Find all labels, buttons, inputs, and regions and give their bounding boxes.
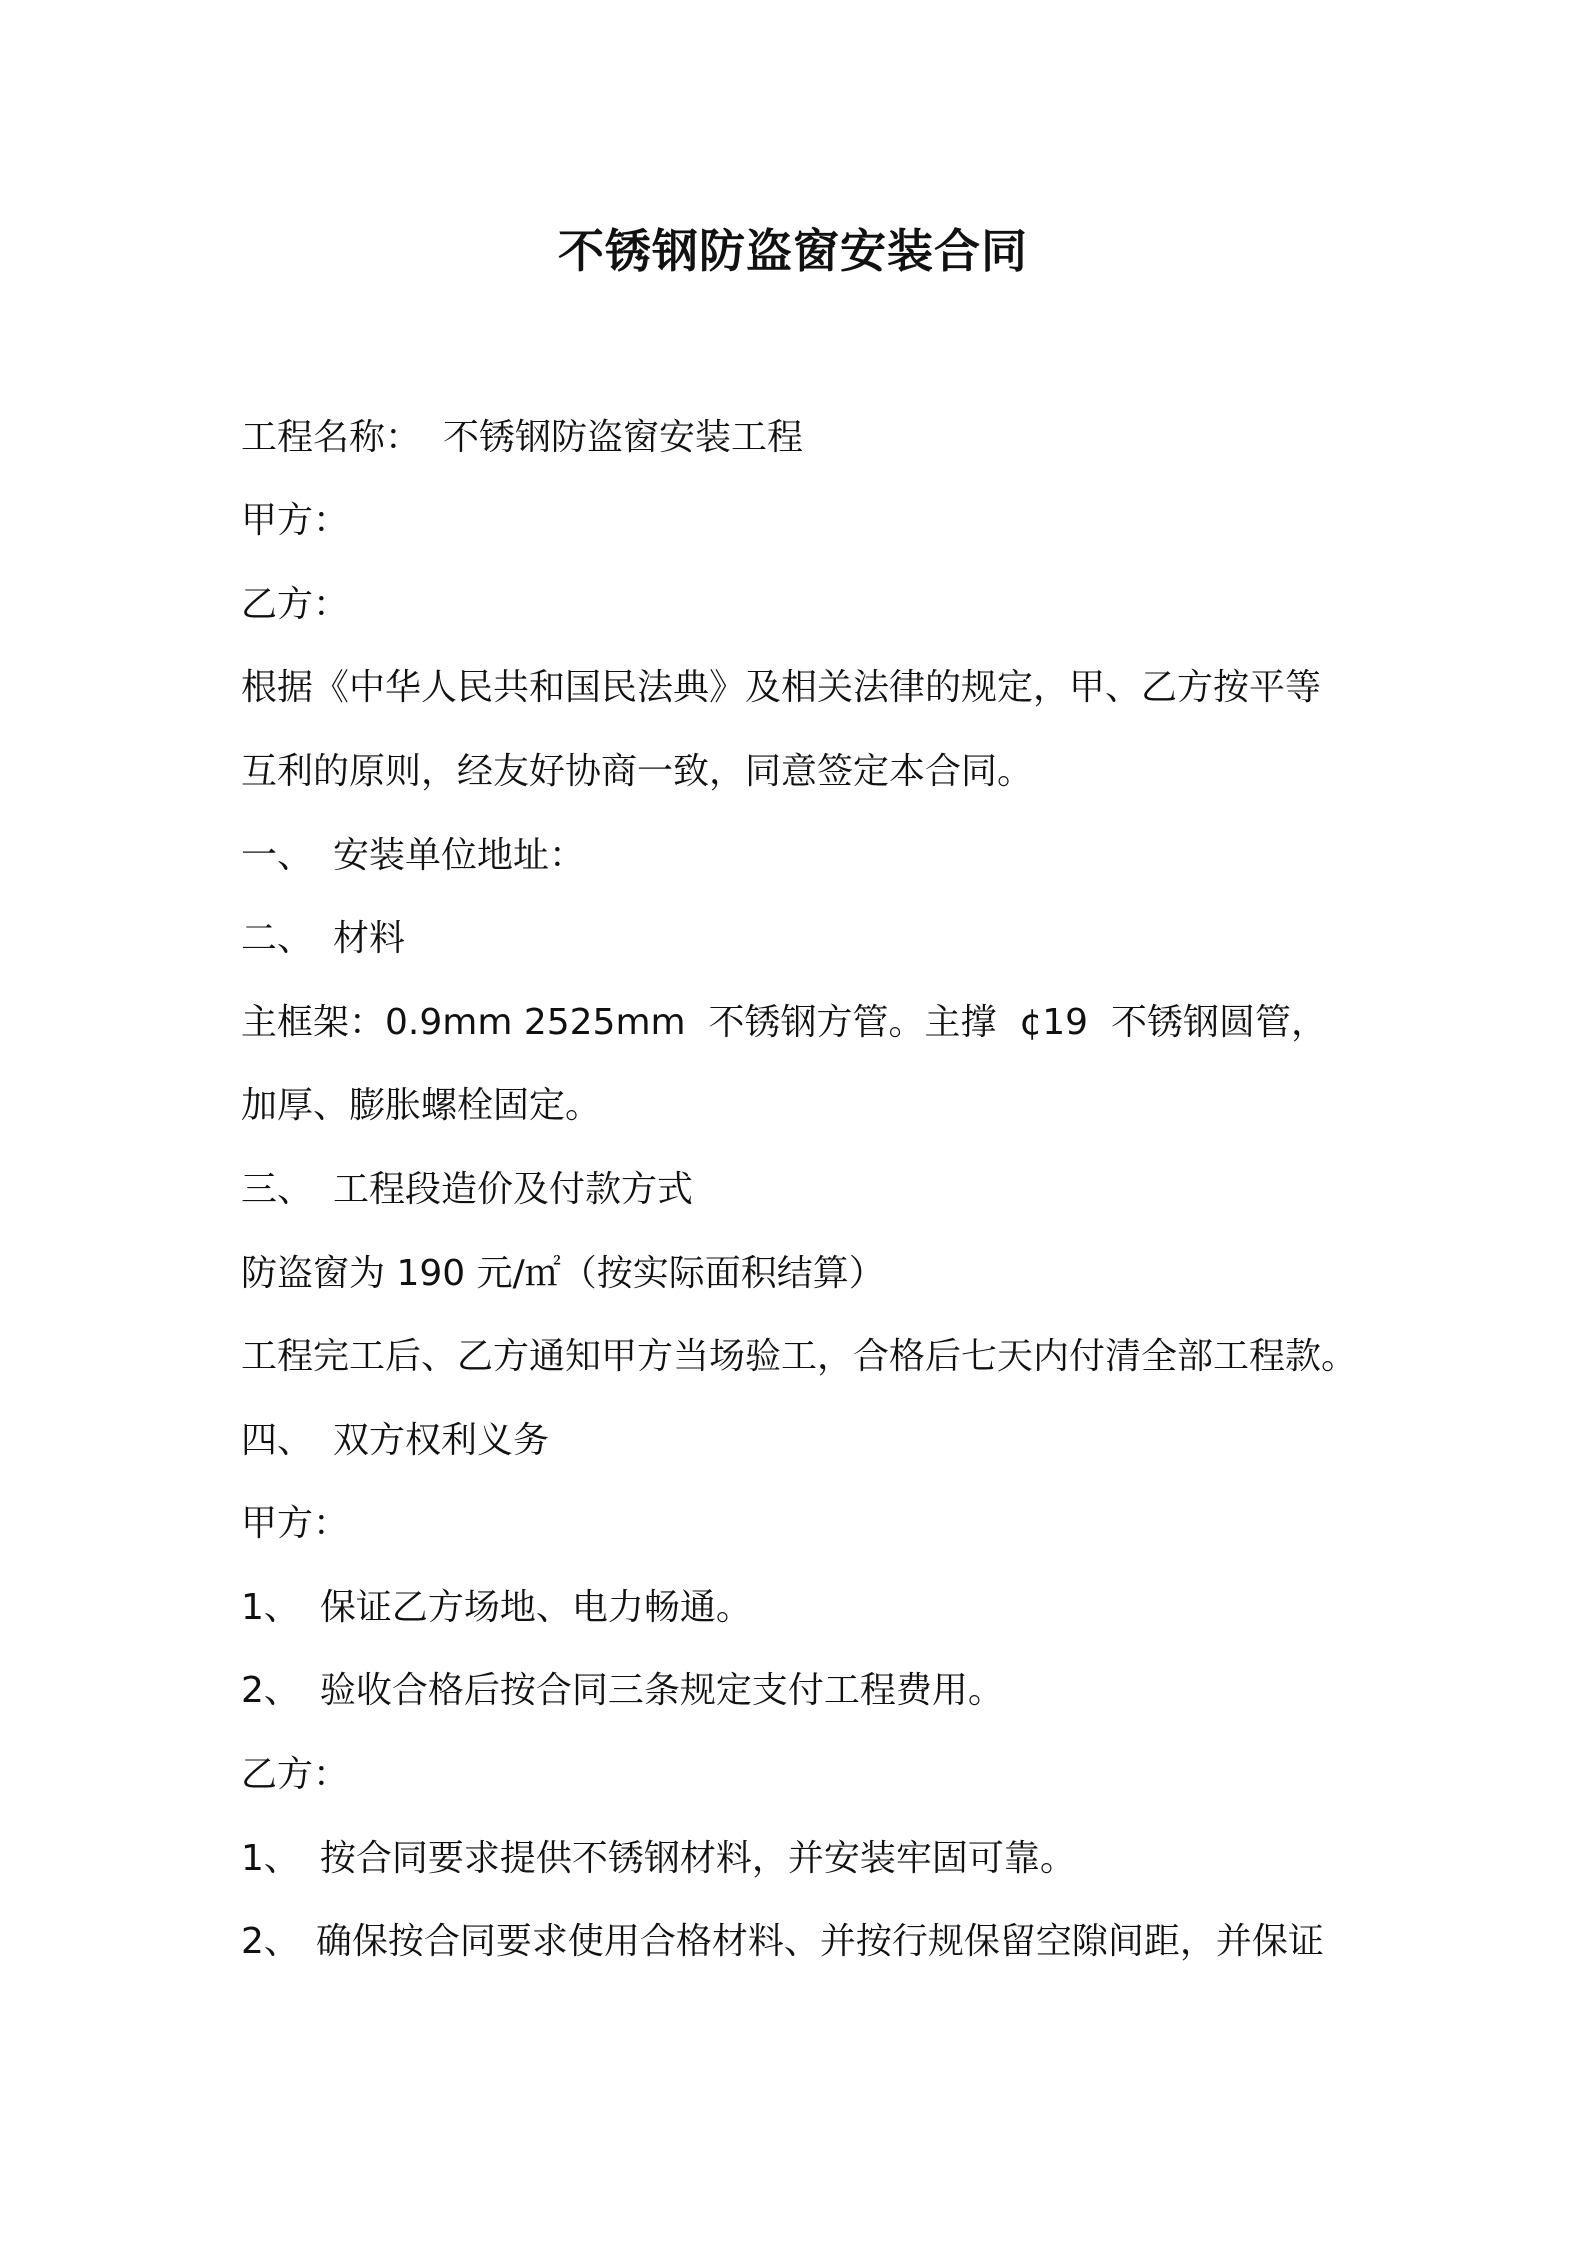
party-a-item-2-number: 2、	[241, 1670, 300, 1711]
party-a-item-1-text: 保证乙方场地、电力畅通。	[319, 1587, 752, 1628]
party-b-item-1	[241, 1838, 1076, 1879]
intro-paragraph-line-1: 根据《中华人民共和国民法典》及相关法律的规定，甲、乙方按平等	[241, 667, 1322, 708]
intro-paragraph-line-2: 互利的原则，经友好协商一致，同意签定本合同。	[241, 751, 1034, 792]
party-b-line: 乙方：	[241, 584, 350, 625]
party-a-duties-heading: 甲方：	[241, 1503, 350, 1544]
material-line-2: 加厚、膨胀螺栓固定。	[241, 1085, 602, 1126]
party-b-duties-heading: 乙方：	[241, 1754, 350, 1795]
party-a-line: 甲方：	[241, 500, 350, 541]
party-b-item-2	[241, 1921, 1324, 1962]
project-name-line	[241, 417, 804, 458]
section-3-heading	[241, 1169, 694, 1210]
section-2-number: 二、	[241, 918, 314, 959]
party-a-item-1	[241, 1587, 752, 1628]
price-line: 防盗窗为 190 元/㎡（按实际面积结算）	[241, 1253, 885, 1294]
party-b-item-2-number: 2、	[241, 1921, 300, 1962]
section-3-title: 工程段造价及付款方式	[333, 1169, 694, 1210]
section-4-heading	[241, 1420, 550, 1461]
section-2-heading	[241, 918, 406, 959]
section-1-number: 一、	[241, 835, 314, 876]
project-name-label: 工程名称：	[241, 417, 422, 458]
material-line-1: 主框架：0.9mm 2525mm 不锈钢方管。主撑 ¢19 不锈钢圆管，	[241, 1002, 1327, 1043]
payment-line: 工程完工后、乙方通知甲方当场验工，合格后七天内付清全部工程款。	[241, 1336, 1358, 1377]
party-a-item-1-number: 1、	[241, 1587, 300, 1628]
section-1-title: 安装单位地址：	[333, 835, 586, 876]
project-name-value: 不锈钢防盗窗安装工程	[443, 417, 804, 458]
party-b-item-1-text: 按合同要求提供不锈钢材料，并安装牢固可靠。	[319, 1838, 1076, 1879]
party-a-item-2-text: 验收合格后按合同三条规定支付工程费用。	[319, 1670, 1004, 1711]
section-4-number: 四、	[241, 1420, 314, 1461]
section-4-title: 双方权利义务	[333, 1420, 550, 1461]
party-a-item-2	[241, 1670, 1004, 1711]
section-1-heading	[241, 835, 586, 876]
section-2-title: 材料	[333, 918, 406, 959]
document-title: 不锈钢防盗窗安装合同	[558, 224, 1028, 278]
party-b-item-1-number: 1、	[241, 1838, 300, 1879]
party-b-item-2-text: 确保按合同要求使用合格材料、并按行规保留空隙间距，并保证	[315, 1921, 1324, 1962]
section-3-number: 三、	[241, 1169, 314, 1210]
